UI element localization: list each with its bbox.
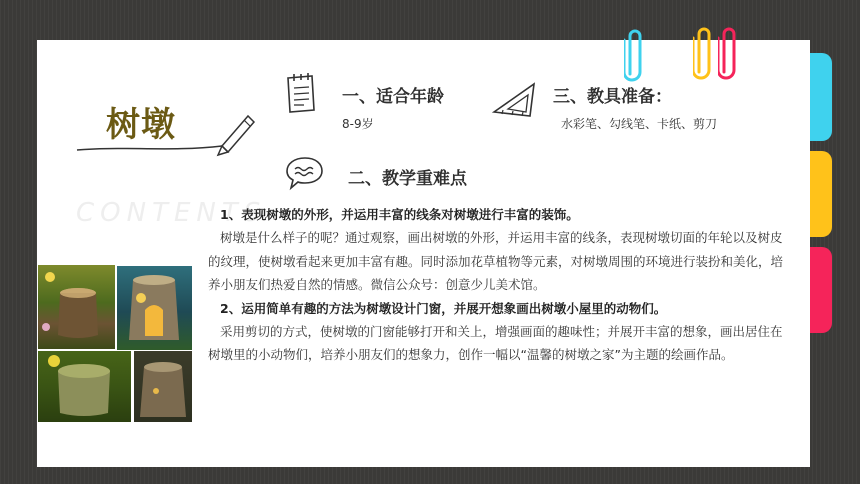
paperclip-cyan-icon (624, 24, 646, 82)
point2-body: 采用剪切的方式，使树墩的门窗能够打开和关上，增强画面的趣味性；并展开丰富的想象，画出居住在树墩里的小动物们，培养小朋友们的想象力，创作一幅以“温馨的树墩之家”为主题的绘画作品。 (208, 324, 783, 363)
point1-body: 树墩是什么样子的呢？通过观察，画出树墩的外形，并运用丰富的线条，表现树墩切面的年轮以及树皮的纹理，使树墩看起来更加丰富有趣。同时添加花草植物等元素，对树墩周围的环境进行装扮和美化，培养小朋友们热爱自然的情感。微信公众号：创意少儿美术馆。 (208, 230, 784, 293)
stump-photo-2 (117, 266, 192, 350)
key-points-content (208, 203, 788, 367)
section-age-heading: 一、适合年龄 (342, 87, 444, 107)
paperclip-yellow-icon (693, 22, 715, 80)
page-title: 树墩 (106, 105, 176, 145)
triangle-ruler-icon (490, 78, 540, 120)
stump-photo-4 (134, 351, 192, 422)
point2-title: 2、运用简单有趣的方法为树墩设计门窗，并展开想象画出树墩小屋里的动物们。 (220, 300, 667, 316)
section-age-value: 8-9岁 (342, 117, 374, 131)
section-key-points-heading: 二、教学重难点 (348, 169, 467, 189)
pencil-underline-icon (72, 108, 257, 158)
speech-bubble-icon (284, 154, 326, 192)
paperclip-red-icon (718, 22, 740, 80)
contents-watermark: CONTENTS (76, 198, 267, 228)
point1-title: 1、表现树墩的外形，并运用丰富的线条对树墩进行丰富的装饰。 (220, 207, 579, 222)
section-tools-heading: 三、教具准备： (553, 87, 672, 107)
stump-photo-3 (38, 351, 131, 422)
notepad-icon (282, 72, 320, 114)
stump-photo-1 (38, 265, 115, 349)
section-tools-value: 水彩笔、勾线笔、卡纸、剪刀 (561, 117, 718, 131)
